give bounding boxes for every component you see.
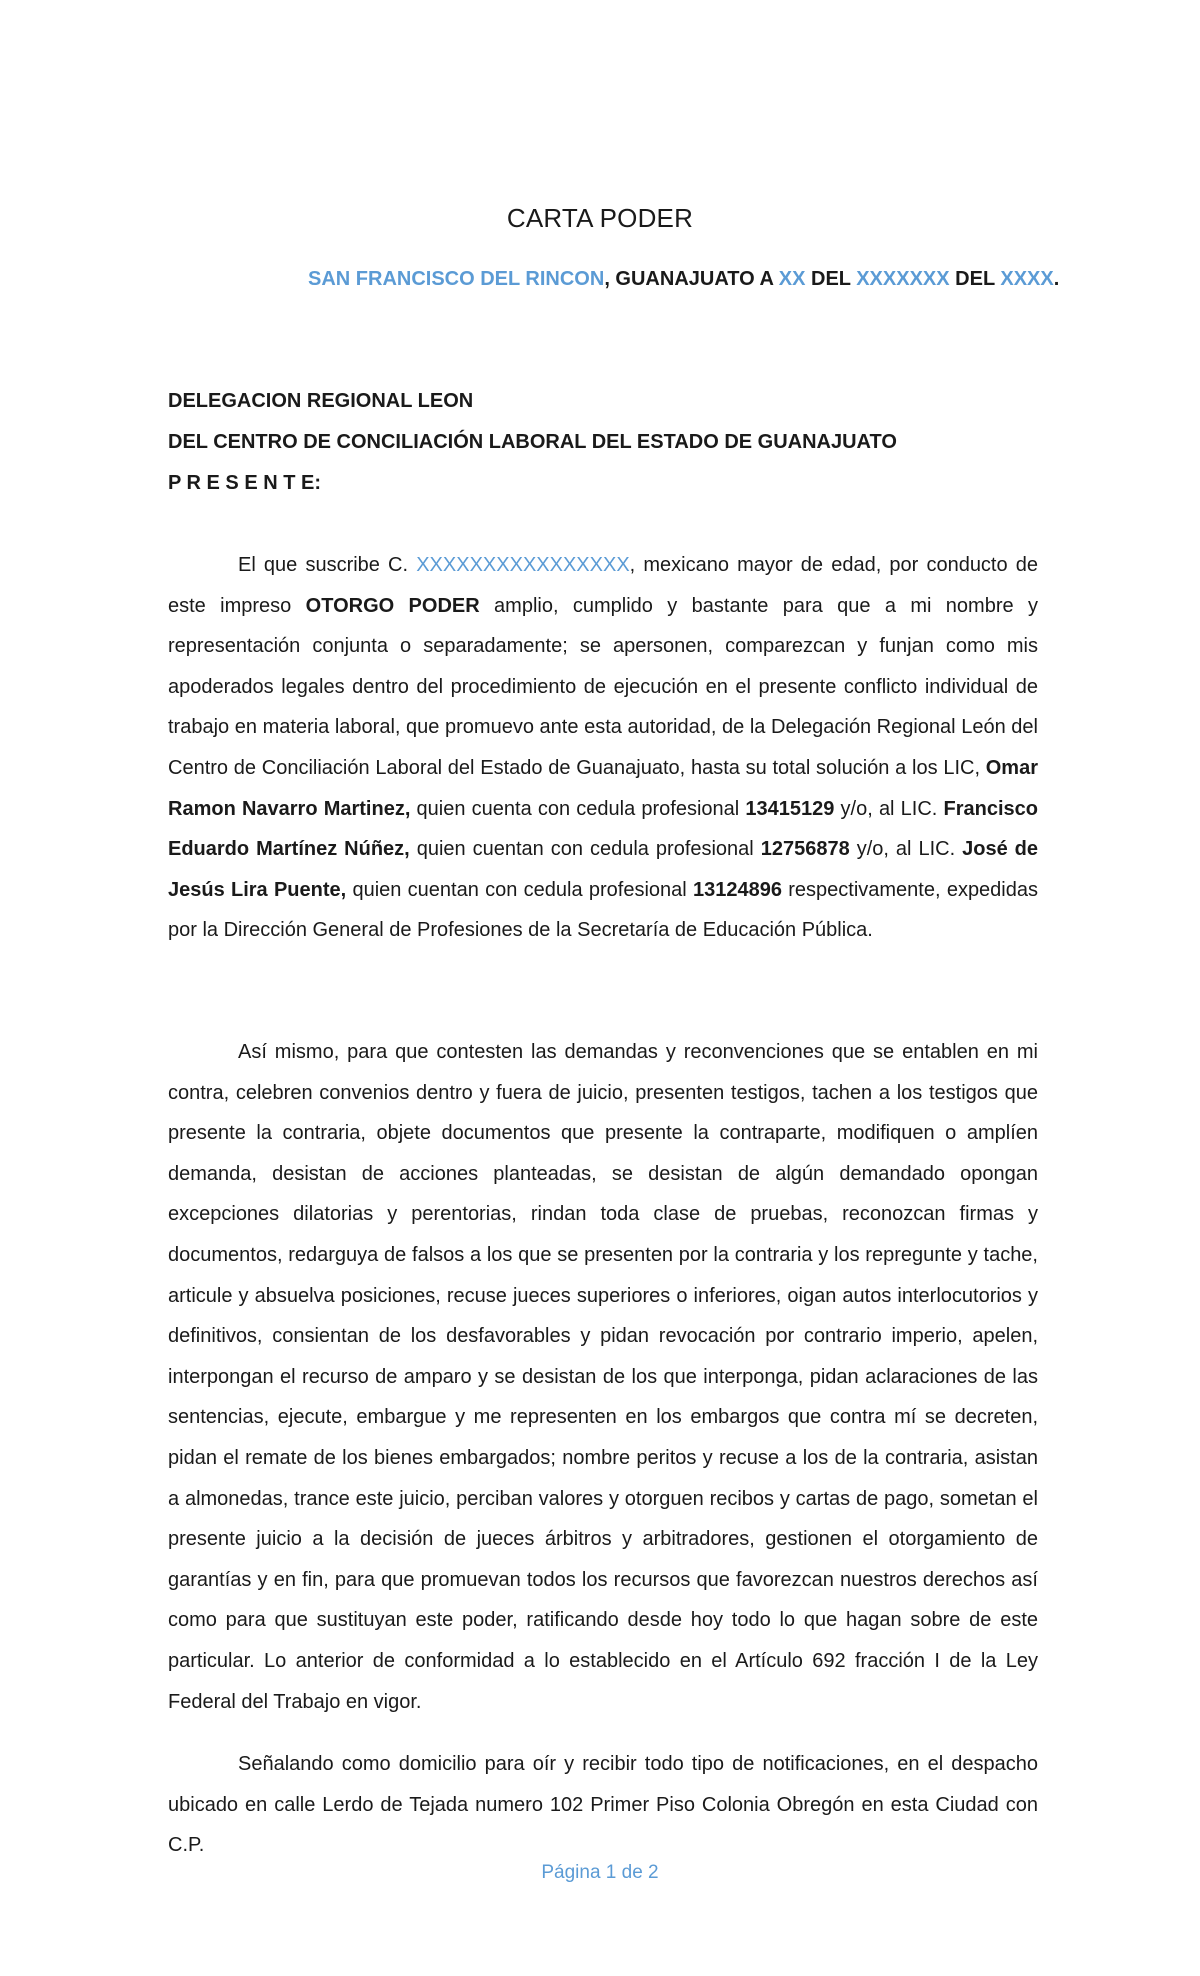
p1-text-a: El que suscribe C. xyxy=(238,554,417,576)
dateline-day: XX xyxy=(778,268,806,290)
dateline-del-1: DEL xyxy=(805,268,857,290)
lawyer-3-name: José de Jesús Lira Puente, xyxy=(168,838,1039,901)
dateline-end: . xyxy=(1053,268,1060,290)
p1-text-e: y/o, al LIC. xyxy=(834,797,944,820)
paragraph-3: Señalando como domicilio para oír y recibir todo tipo de notificaciones, en el despacho ubicado en calle Lerdo de Tejada numero 102 Primer Piso Colonia Obregón en esta Ciudad con C.P. xyxy=(168,1753,1038,1857)
p1-text-c: amplio, cumplido y bastante para que a mi nombre y representación conjunta o separadamente; se apersonen, comparezcan y funjan como mis apoderados legales dentro del procedimiento de ejecución en el presente conflicto individual de trabajo en materia laboral, que promuevo ante esta autoridad, de la Delegación Regional León del Centro de Conciliación Laboral del Estado de Guanajuato, hasta su total solución a los LIC, xyxy=(168,594,1038,779)
dateline-city: SAN FRANCISCO DEL RINCON xyxy=(308,268,605,290)
addressee-line-1: DELEGACION REGIONAL LEON xyxy=(168,390,474,412)
p1-text-b: , mexicano mayor de edad, por conducto de este impreso xyxy=(168,554,1039,617)
p1-text-g: y/o, al LIC. xyxy=(849,838,963,861)
paragraph-2: Así mismo, para que contesten las demandas y reconvenciones que se entablen en mi contra, celebren convenios dentro y fuera de juicio, presenten testigos, tachen a los testigos que presente la contraria, objete documentos que presente la contraparte, modifiquen o amplíen demanda, desistan de acciones planteadas, se desistan de algún demandado opongan excepciones dilatorias y perentorias, rindan toda clase de pruebas, reconozcan firmas y documentos, redarguya de falsos a los que se presenten por la contraria y los repregunte y tache, articule y absuelva posiciones, recuse jueces superiores o inferiores, oigan autos interlocutorios y definitivos, consientan de los desfavorables y pidan revocación por contrario imperio, apelen, interpongan el recurso de amparo y se desistan de los que interponga, pidan aclaraciones de las sentencias, ejecute, embargue y me representen en los embargos que contra mí se decreten, pidan el remate de los bienes embargados; nombre peritos y recuse a los de la contraria, asistan a almonedas, trance este juicio, perciban valores y otorguen recibos y cartas de pago, sometan el presente juicio a la decisión de jueces árbitros y arbitradores, gestionen el otorgamiento de garantías y en fin, para que promuevan todos los recursos que favorezcan nuestros derechos así como para que sustituyan este poder, ratificando desde hoy todo lo que hagan sobre de este particular. Lo anterior de conformidad a lo establecido en el Artículo 692 fracción I de la Ley Federal del Trabajo en vigor. xyxy=(168,1041,1038,1713)
dateline-state: , GUANAJUATO A xyxy=(604,268,779,290)
dateline-month: XXXXXXX xyxy=(856,268,950,290)
addressee-line-3: P R E S E N T E: xyxy=(168,472,321,494)
dateline-year: XXXX xyxy=(1000,268,1054,290)
grantor-name-placeholder: XXXXXXXXXXXXXXXX xyxy=(416,554,630,576)
otorgo-poder: OTORGO PODER xyxy=(305,594,480,617)
lawyer-1-name: Omar Ramon Navarro Martinez, xyxy=(168,756,1038,820)
p1-text-d: quien cuenta con cedula profesional xyxy=(410,797,746,820)
lawyer-1-license: 13415129 xyxy=(745,797,835,820)
document-title: CARTA PODER xyxy=(506,203,694,233)
addressee-line-2: DEL CENTRO DE CONCILIACIÓN LABORAL DEL ESTADO DE GUANAJUATO xyxy=(168,431,897,453)
lawyer-3-license: 13124896 xyxy=(692,878,782,901)
p1-text-i: respectivamente, expedidas por la Dirección General de Profesiones de la Secretaría de Educación Pública. xyxy=(168,878,1038,942)
p1-text-f: quien cuentan con cedula profesional xyxy=(409,838,761,861)
page-number-footer: Página 1 de 2 xyxy=(541,1862,659,1883)
p1-text-h: quien cuentan con cedula profesional xyxy=(346,878,693,901)
dateline-del-2: DEL xyxy=(949,268,1001,290)
paragraph-1 xyxy=(168,545,1038,951)
dateline xyxy=(308,268,1059,291)
lawyer-2-name: Francisco Eduardo Martínez Núñez, xyxy=(168,797,1038,861)
lawyer-2-license: 12756878 xyxy=(760,838,850,861)
